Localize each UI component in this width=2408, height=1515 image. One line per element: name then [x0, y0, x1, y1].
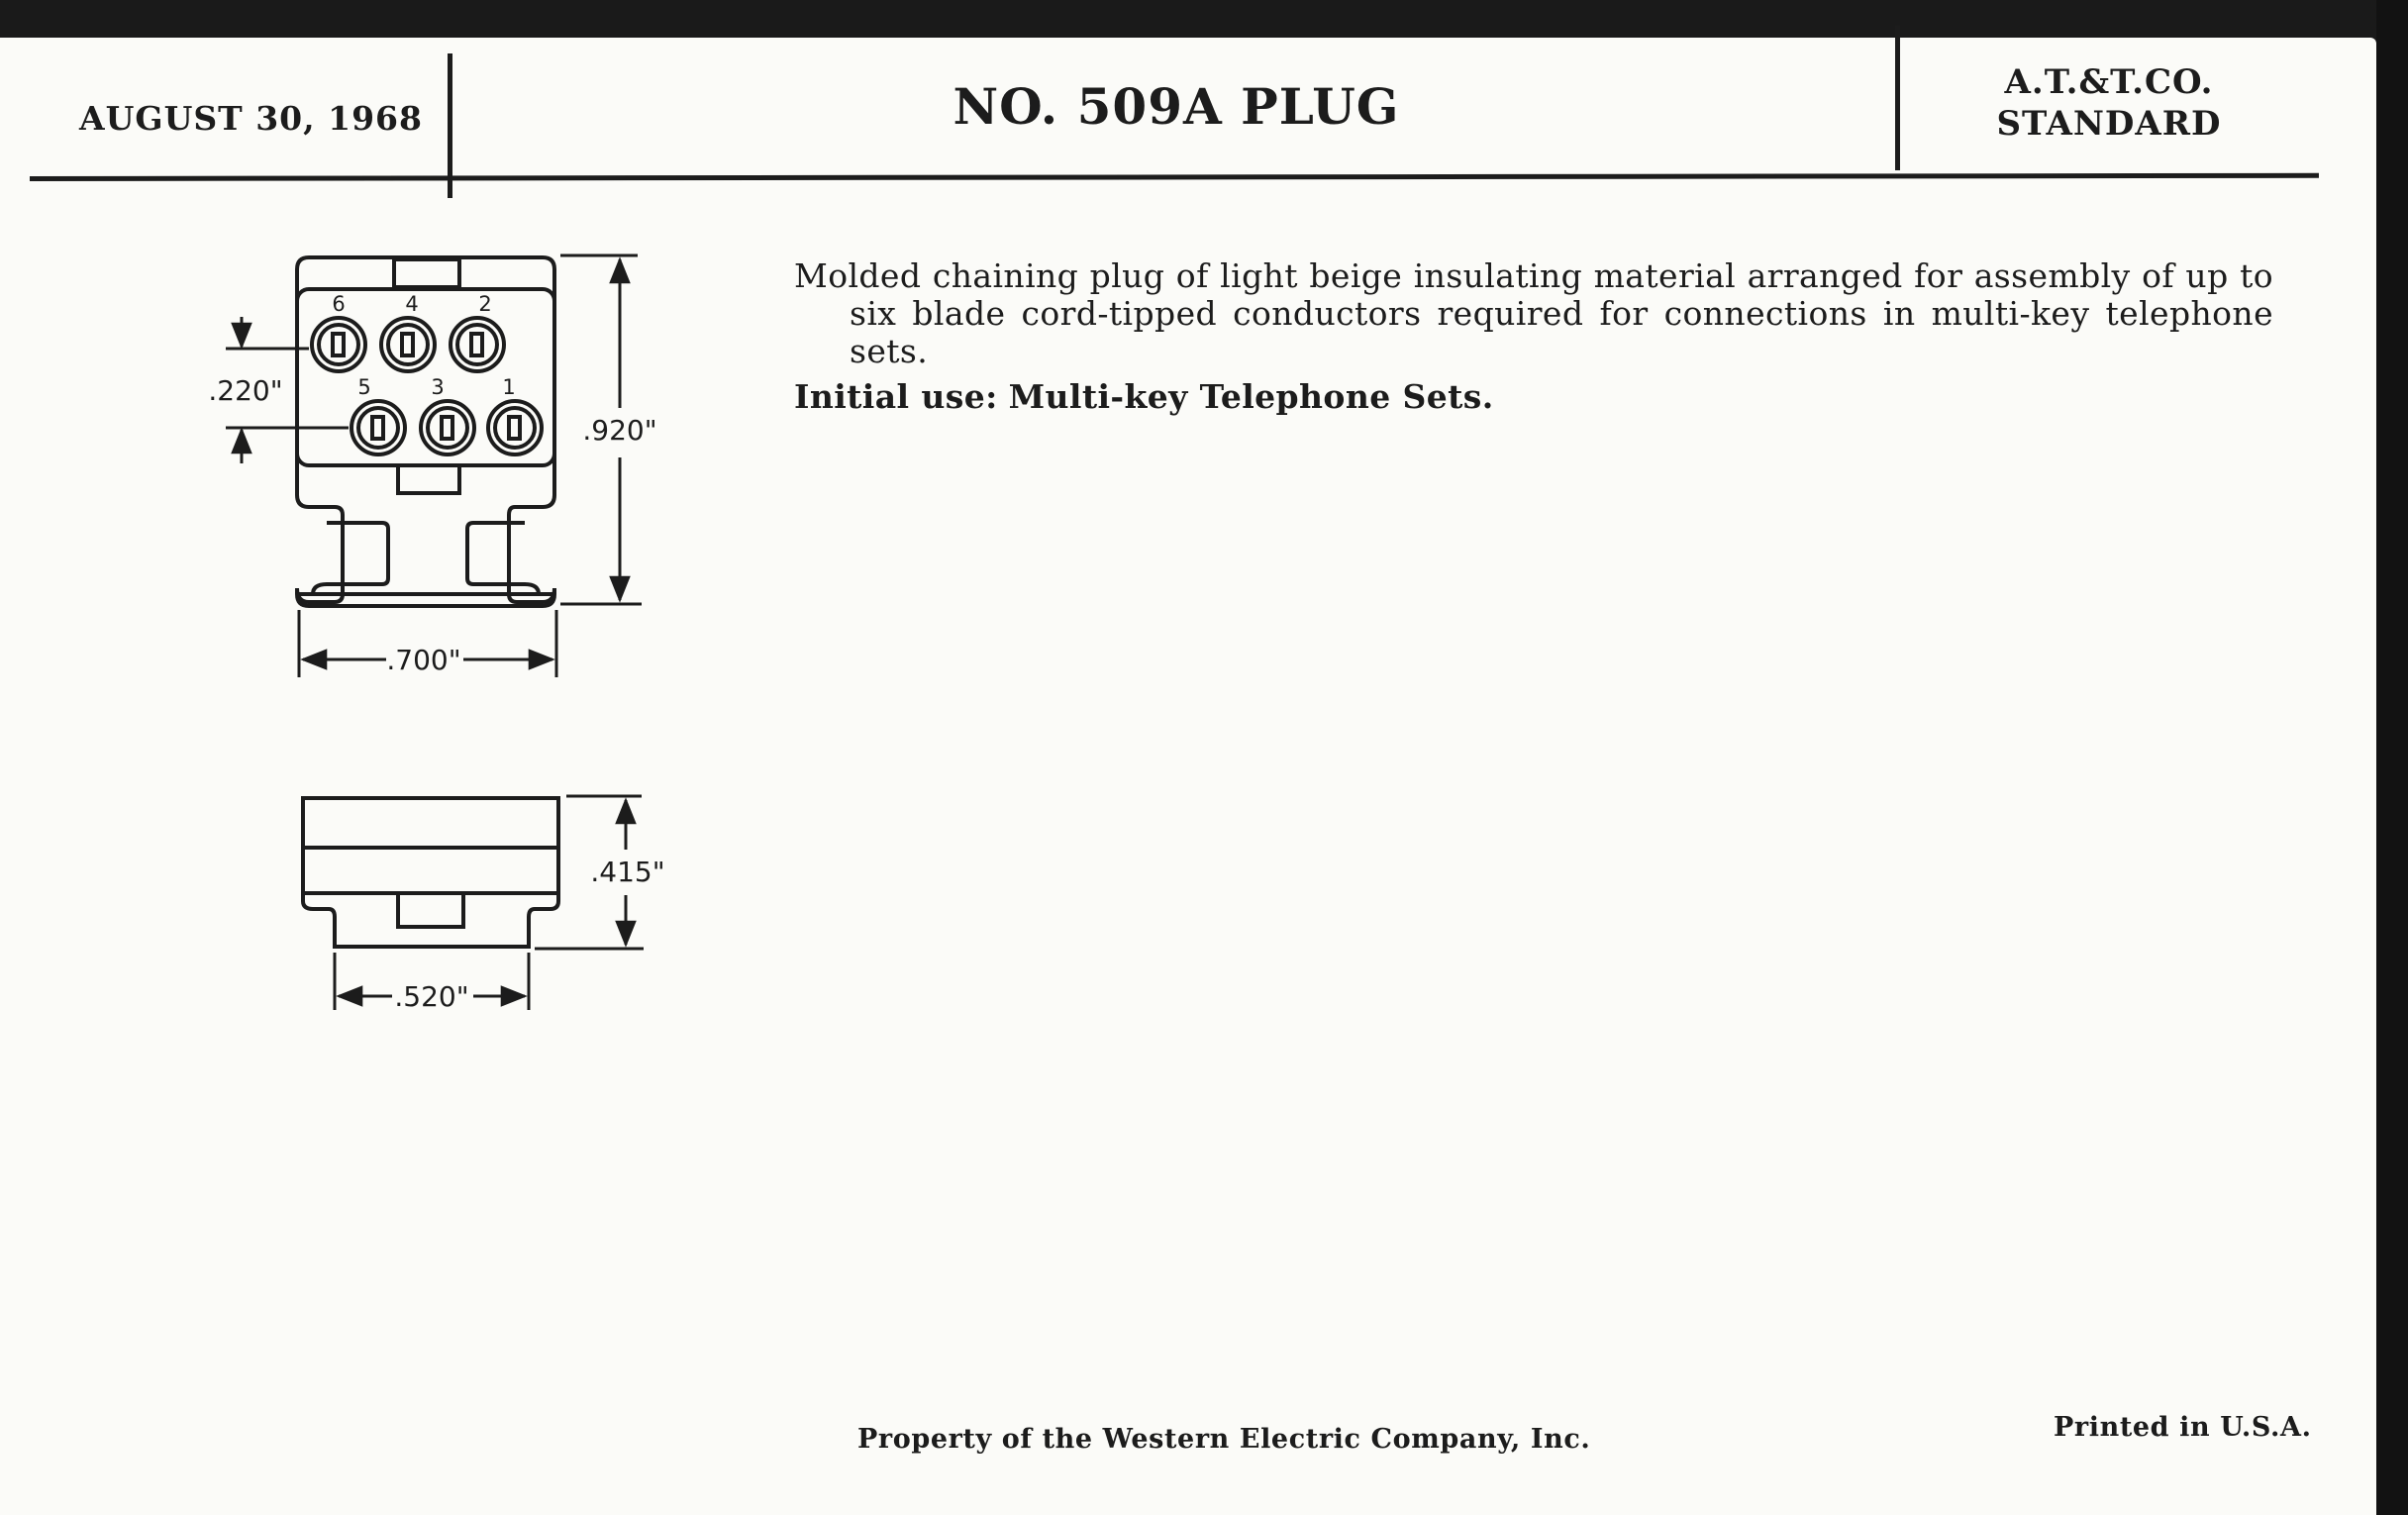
dim-spacing-label: .220"	[208, 374, 283, 407]
side-view-outline	[303, 798, 558, 947]
footer-printed: Printed in U.S.A.	[2054, 1412, 2312, 1443]
contact-label: 1	[502, 375, 516, 399]
contact-label: 2	[478, 292, 492, 316]
contact-2	[451, 318, 504, 371]
header-date: AUGUST 30, 1968	[79, 99, 423, 138]
initial-use-label: Initial use:	[794, 377, 998, 416]
contact-label: 6	[332, 292, 346, 316]
contact-1	[488, 401, 542, 454]
side-view	[303, 798, 558, 947]
contact-5	[351, 401, 405, 454]
top-tab	[394, 259, 459, 287]
footer-property: Property of the Western Electric Company, Inc.	[857, 1424, 1591, 1455]
header-title: NO. 509A PLUG	[953, 77, 1400, 136]
contact-label: 3	[431, 375, 445, 399]
contact-4	[381, 318, 435, 371]
dim-front-height-label: .920"	[582, 414, 657, 447]
left-foot-slot	[313, 523, 388, 594]
initial-use-value: Multi-key Telephone Sets.	[1008, 377, 1494, 416]
header-standard-line1: A.T.&T.CO.	[2004, 62, 2214, 102]
dim-side-height-label: .415"	[590, 856, 665, 888]
description-text: Molded chaining plug of light beige insulating material arranged for assembly of up to six blade cord-tipped conductors required for connections in multi-key telephone sets.	[794, 256, 2273, 370]
dim-side-width-label: .520"	[394, 980, 469, 1013]
right-foot-slot	[467, 523, 539, 594]
contact-6	[312, 318, 365, 371]
bottom-tab	[398, 465, 459, 493]
contact-label: 4	[405, 292, 419, 316]
dim-front-width-label: .700"	[386, 644, 461, 676]
contact-label: 5	[357, 375, 371, 399]
contact-3	[421, 401, 474, 454]
header-standard-line2: STANDARD	[1996, 104, 2222, 144]
